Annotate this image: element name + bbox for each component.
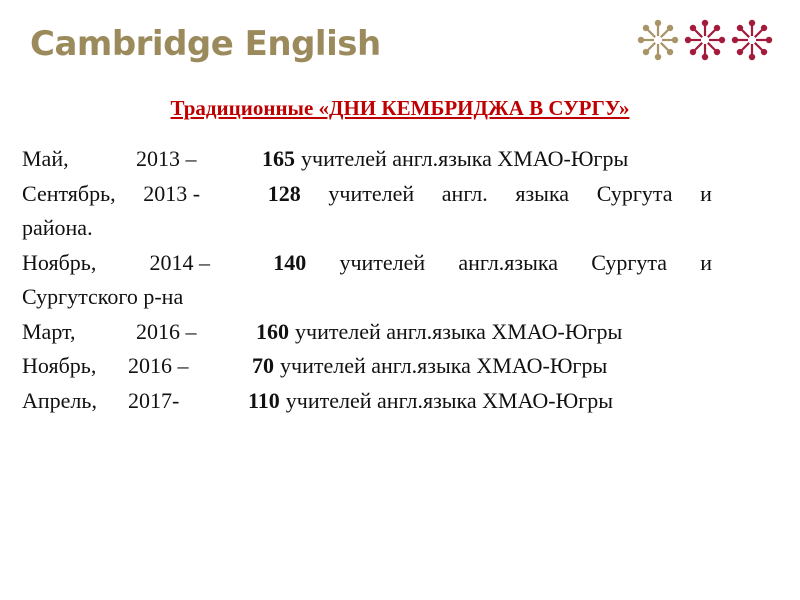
entry-text-word: учителей [339, 249, 426, 275]
entry-month: Ноябрь, [22, 249, 97, 275]
list-item-continuation [22, 211, 712, 246]
entry-year: 2017- [128, 387, 180, 413]
entry-text-word: и [700, 180, 712, 206]
entry-year: 2013 – [136, 146, 197, 171]
entry-count: 160 [256, 318, 289, 344]
entry-text: Сургутского р-на [22, 284, 184, 309]
logo-mark-icon [638, 20, 678, 60]
entry-text: учителей англ.языка ХМАО-Югры [285, 387, 614, 413]
entry-text-word: Сургута [591, 249, 668, 275]
entry-month: Март, [22, 318, 76, 344]
page-title: Традиционные «ДНИ КЕМБРИДЖА В СУРГУ» [170, 96, 630, 120]
list-item [22, 246, 712, 281]
entry-text: района. [22, 215, 93, 240]
logo-mark-icon [732, 20, 772, 60]
brand-logo-text: Cambridge English [30, 24, 381, 64]
list-item-continuation [22, 280, 712, 315]
list-item [22, 142, 712, 177]
entry-month: Ноябрь, [22, 353, 97, 378]
entry-month: Апрель, [22, 387, 97, 413]
entry-count: 128 [267, 180, 301, 206]
cambridge-logo-icon [630, 12, 780, 68]
list-item [22, 315, 712, 350]
entry-text-word: англ.языка [458, 249, 559, 275]
entry-year: 2016 – [136, 318, 197, 344]
entry-text-word: учителей [328, 180, 415, 206]
entry-text-word: языка [515, 180, 570, 206]
entry-count: 110 [248, 387, 280, 413]
list-item [22, 349, 712, 384]
entry-text-word: Сургута [596, 180, 673, 206]
entry-text: учителей англ.языка ХМАО-Югры [280, 353, 608, 378]
entry-count: 165 [262, 146, 295, 171]
entry-text: учителей англ.языка ХМАО-Югры [301, 146, 629, 171]
list-item [22, 177, 712, 212]
events-list [22, 142, 712, 418]
entry-text-word: англ. [441, 180, 488, 206]
entry-count: 140 [273, 249, 307, 275]
entry-year: 2013 - [143, 180, 201, 206]
entry-count: 70 [252, 353, 274, 378]
entry-month: Май, [22, 146, 69, 171]
entry-text: учителей англ.языка ХМАО-Югры [295, 318, 623, 344]
entry-year: 2016 – [128, 353, 189, 378]
list-item [22, 384, 712, 419]
entry-text-word: и [700, 249, 712, 275]
entry-month: Сентябрь, [22, 180, 116, 206]
entry-year: 2014 – [149, 249, 211, 275]
logo-mark-icon [685, 20, 725, 60]
